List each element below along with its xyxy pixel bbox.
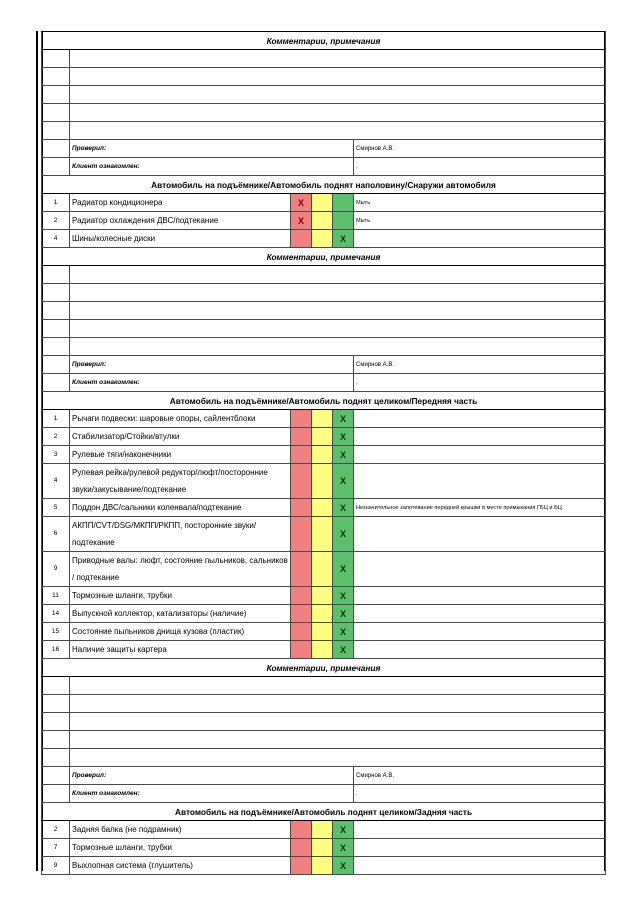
checked-by-value[interactable]: Смирнов А.В. [354, 140, 606, 158]
comment-row [42, 50, 606, 68]
item-number: 14 [42, 605, 70, 623]
comment-row [42, 695, 606, 713]
comment-row [42, 266, 606, 284]
comment-input[interactable] [70, 284, 606, 302]
status-warning-cell[interactable] [312, 857, 333, 875]
item-name: Тормозные шланги, трубки [70, 839, 291, 857]
status-warning-cell[interactable] [312, 464, 333, 499]
checked-by-label: Проверил: [70, 140, 354, 158]
status-bad-cell[interactable] [291, 517, 312, 552]
comments-header-row [42, 32, 606, 50]
status-good-cell[interactable]: X [333, 499, 354, 517]
item-note[interactable] [354, 464, 606, 499]
checklist-item-row [42, 428, 606, 446]
item-number: 5 [42, 499, 70, 517]
status-warning-cell[interactable] [312, 212, 333, 230]
status-good-cell[interactable] [333, 194, 354, 212]
client-ack-value[interactable]: . [354, 158, 606, 176]
item-number: 4 [42, 230, 70, 248]
status-good-cell[interactable]: X [333, 821, 354, 839]
status-bad-cell[interactable]: X [291, 212, 312, 230]
status-bad-cell[interactable] [291, 230, 312, 248]
client-ack-row [42, 785, 606, 803]
status-bad-cell[interactable] [291, 623, 312, 641]
client-ack-row [42, 158, 606, 176]
client-ack-label: Клиент ознакомлен: [70, 158, 354, 176]
status-warning-cell[interactable] [312, 410, 333, 428]
checked-by-row [42, 356, 606, 374]
comment-row [42, 320, 606, 338]
item-name: Рулевые тяги/наконечники [70, 446, 291, 464]
item-name: Рулевая рейка/рулевой редуктор/люфт/посторонние звуки/закусывание/подтекание [70, 464, 291, 499]
status-good-cell[interactable]: X [333, 230, 354, 248]
item-note[interactable] [354, 230, 606, 248]
empty-cell [42, 785, 70, 803]
comment-input[interactable] [70, 50, 606, 68]
status-bad-cell[interactable] [291, 587, 312, 605]
status-warning-cell[interactable] [312, 587, 333, 605]
status-warning-cell[interactable] [312, 605, 333, 623]
checked-by-label: Проверил: [70, 767, 354, 785]
comment-row [42, 713, 606, 731]
client-ack-row [42, 374, 606, 392]
comment-input[interactable] [70, 713, 606, 731]
comments-header-row [42, 659, 606, 677]
status-bad-cell[interactable] [291, 857, 312, 875]
comment-index-cell [42, 50, 70, 68]
checked-by-label: Проверил: [70, 356, 354, 374]
item-name: Задняя балка (не подрамник) [70, 821, 291, 839]
checklist-item-row [42, 839, 606, 857]
checklist-item-row [42, 410, 606, 428]
checklist-item-row [42, 464, 606, 499]
status-warning-cell[interactable] [312, 194, 333, 212]
item-name: Радиатор охлаждения ДВС/подтекание [70, 212, 291, 230]
item-note[interactable] [354, 587, 606, 605]
item-name: Состояние пыльников днища кузова (пластик) [70, 623, 291, 641]
item-name: Наличие защиты картера [70, 641, 291, 659]
item-name: Шины/колесные диски [70, 230, 291, 248]
comment-input[interactable] [70, 68, 606, 86]
comment-row [42, 302, 606, 320]
status-bad-cell[interactable] [291, 552, 312, 587]
checklist-item-row [42, 623, 606, 641]
comment-input[interactable] [70, 731, 606, 749]
item-note[interactable] [354, 821, 606, 839]
status-bad-cell[interactable] [291, 641, 312, 659]
comment-row [42, 677, 606, 695]
comment-index-cell [42, 713, 70, 731]
item-note[interactable]: Мыть [354, 212, 606, 230]
comment-index-cell [42, 68, 70, 86]
item-number: 1 [42, 194, 70, 212]
status-good-cell[interactable]: X [333, 839, 354, 857]
item-number: 2 [42, 821, 70, 839]
comment-index-cell [42, 695, 70, 713]
checklist-item-row [42, 821, 606, 839]
item-note[interactable] [354, 446, 606, 464]
status-warning-cell[interactable] [312, 517, 333, 552]
item-name: Рычаги подвески: шаровые опоры, сайлентблоки [70, 410, 291, 428]
status-warning-cell[interactable] [312, 428, 333, 446]
status-good-cell[interactable]: X [333, 464, 354, 499]
section-title: Автомобиль на подъёмнике/Автомобиль поднят наполовину/Снаружи автомобиля [42, 176, 606, 194]
status-warning-cell[interactable] [312, 552, 333, 587]
comment-input[interactable] [70, 695, 606, 713]
checklist-item-row [42, 552, 606, 587]
empty-cell [42, 140, 70, 158]
status-bad-cell[interactable] [291, 446, 312, 464]
comment-input[interactable] [70, 338, 606, 356]
checklist-item-row [42, 230, 606, 248]
checked-by-row [42, 140, 606, 158]
comment-row [42, 749, 606, 767]
item-number: 7 [42, 839, 70, 857]
comment-input[interactable] [70, 122, 606, 140]
status-warning-cell[interactable] [312, 821, 333, 839]
client-ack-value[interactable]: . [354, 374, 606, 392]
comment-index-cell [42, 677, 70, 695]
status-good-cell[interactable]: X [333, 552, 354, 587]
comment-row [42, 104, 606, 122]
item-number: 6 [42, 517, 70, 552]
checked-by-value[interactable]: Смирнов А.В. [354, 356, 606, 374]
status-good-cell[interactable]: X [333, 517, 354, 552]
comment-index-cell [42, 302, 70, 320]
comment-index-cell [42, 749, 70, 767]
status-good-cell[interactable]: X [333, 428, 354, 446]
item-number: 2 [42, 428, 70, 446]
comment-input[interactable] [70, 266, 606, 284]
status-good-cell[interactable] [333, 212, 354, 230]
comment-row [42, 86, 606, 104]
item-note[interactable] [354, 517, 606, 552]
comment-input[interactable] [70, 86, 606, 104]
item-name: Выхлопная система (глушитель) [70, 857, 291, 875]
item-name: АКПП/CVT/DSG/МКПП/РКПП, посторонние звуки/ подтекание [70, 517, 291, 552]
status-good-cell[interactable]: X [333, 587, 354, 605]
status-bad-cell[interactable] [291, 428, 312, 446]
inspection-sheet [41, 31, 606, 875]
empty-cell [42, 374, 70, 392]
item-number: 11 [42, 587, 70, 605]
checklist-item-row [42, 641, 606, 659]
checked-by-row [42, 767, 606, 785]
item-note[interactable]: Мыть [354, 194, 606, 212]
comments-header: Комментарии, примечания [42, 248, 606, 266]
checklist-item-row [42, 499, 606, 517]
item-note[interactable] [354, 410, 606, 428]
status-warning-cell[interactable] [312, 641, 333, 659]
status-good-cell[interactable]: X [333, 623, 354, 641]
item-number: 2 [42, 212, 70, 230]
status-warning-cell[interactable] [312, 623, 333, 641]
status-good-cell[interactable]: X [333, 857, 354, 875]
comments-header-row [42, 248, 606, 266]
comment-index-cell [42, 266, 70, 284]
item-number: 9 [42, 552, 70, 587]
section-title: Автомобиль на подъёмнике/Автомобиль поднят целиком/Передняя часть [42, 392, 606, 410]
comment-row [42, 284, 606, 302]
comment-index-cell [42, 731, 70, 749]
item-number: 4 [42, 464, 70, 499]
section-header-row [42, 803, 606, 821]
item-name: Стабилизатор/Стойки/втулки [70, 428, 291, 446]
empty-cell [42, 356, 70, 374]
item-note[interactable] [354, 857, 606, 875]
item-note[interactable] [354, 623, 606, 641]
status-bad-cell[interactable] [291, 605, 312, 623]
item-name: Выпускной коллектор, катализаторы (наличие) [70, 605, 291, 623]
comments-header: Комментарии, примечания [42, 32, 606, 50]
status-warning-cell[interactable] [312, 839, 333, 857]
status-bad-cell[interactable] [291, 839, 312, 857]
item-note[interactable]: Незначительное запотевание передней крышки в месте примыкания ГБЦ и БЦ [354, 499, 606, 517]
checklist-item-row [42, 212, 606, 230]
comment-index-cell [42, 284, 70, 302]
item-note[interactable] [354, 605, 606, 623]
item-name: Поддон ДВС/сальники коленвала/подтекание [70, 499, 291, 517]
status-warning-cell[interactable] [312, 446, 333, 464]
item-name: Радиатор кондиционера [70, 194, 291, 212]
checklist-item-row [42, 517, 606, 552]
checklist-item-row [42, 446, 606, 464]
status-bad-cell[interactable] [291, 821, 312, 839]
item-number: 15 [42, 623, 70, 641]
item-name: Тормозные шланги, трубки [70, 587, 291, 605]
item-name: Приводные валы: люфт, состояние пыльников, сальников / подтекание [70, 552, 291, 587]
comment-input[interactable] [70, 320, 606, 338]
comment-index-cell [42, 122, 70, 140]
comments-header: Комментарии, примечания [42, 659, 606, 677]
comment-row [42, 68, 606, 86]
item-number: 16 [42, 641, 70, 659]
comment-input[interactable] [70, 749, 606, 767]
comment-row [42, 338, 606, 356]
status-good-cell[interactable]: X [333, 410, 354, 428]
section-header-row [42, 392, 606, 410]
item-note[interactable] [354, 552, 606, 587]
empty-cell [42, 767, 70, 785]
status-warning-cell[interactable] [312, 499, 333, 517]
empty-cell [42, 158, 70, 176]
left-outer-border [36, 31, 38, 871]
comment-index-cell [42, 104, 70, 122]
checklist-item-row [42, 857, 606, 875]
item-number: 9 [42, 857, 70, 875]
client-ack-value[interactable]: . [354, 785, 606, 803]
status-warning-cell[interactable] [312, 230, 333, 248]
comment-input[interactable] [70, 104, 606, 122]
item-note[interactable] [354, 428, 606, 446]
comment-input[interactable] [70, 677, 606, 695]
checklist-item-row [42, 194, 606, 212]
comment-row [42, 122, 606, 140]
client-ack-label: Клиент ознакомлен: [70, 785, 354, 803]
item-note[interactable] [354, 641, 606, 659]
status-bad-cell[interactable]: X [291, 194, 312, 212]
comment-index-cell [42, 338, 70, 356]
checked-by-value[interactable]: Смирнов А.В. [354, 767, 606, 785]
checklist-item-row [42, 587, 606, 605]
item-note[interactable] [354, 839, 606, 857]
status-bad-cell[interactable] [291, 499, 312, 517]
status-good-cell[interactable]: X [333, 605, 354, 623]
item-number: 1 [42, 410, 70, 428]
comment-row [42, 731, 606, 749]
checklist-item-row [42, 605, 606, 623]
status-bad-cell[interactable] [291, 464, 312, 499]
comment-index-cell [42, 320, 70, 338]
section-title: Автомобиль на подъёмнике/Автомобиль поднят целиком/Задняя часть [42, 803, 606, 821]
status-good-cell[interactable]: X [333, 446, 354, 464]
item-number: 3 [42, 446, 70, 464]
comment-index-cell [42, 86, 70, 104]
comment-input[interactable] [70, 302, 606, 320]
status-bad-cell[interactable] [291, 410, 312, 428]
section-header-row [42, 176, 606, 194]
client-ack-label: Клиент ознакомлен: [70, 374, 354, 392]
status-good-cell[interactable]: X [333, 641, 354, 659]
